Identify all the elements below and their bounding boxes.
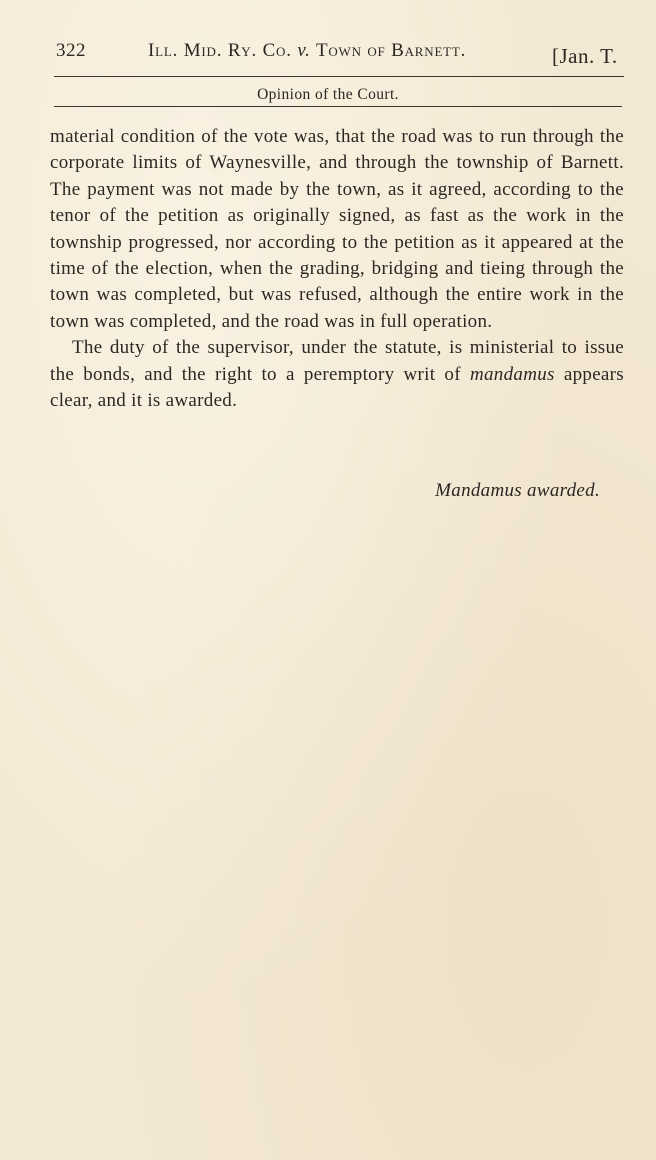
paragraph-2-italic: mandamus: [469, 363, 555, 385]
term-label: [Jan. T.: [552, 44, 618, 68]
opinion-body: [50, 124, 624, 414]
header-rule-top: [54, 76, 624, 77]
page-number: 322: [56, 40, 86, 61]
paragraph-1: material condition of the vote was, that the road was to run through the corporate limits of Waynesville, and through the township of Barnett. The payment was not made by the town, as it agreed, according to the tenor of the petition as originally signed, as fast as the work in the township progressed, nor according to the petition as it appeared at the time of the election, when the grading, bridging and tieing through the town was completed, but was refused, although the entire work in the town was completed, and the road was in full operation.: [50, 126, 624, 332]
paragraph-2-end: appears clear, and it is awarded.: [50, 363, 624, 412]
section-heading: Opinion of the Court.: [257, 86, 399, 103]
paragraph-2: [50, 335, 624, 414]
case-title-versus: v.: [297, 40, 311, 61]
case-title: [148, 40, 466, 62]
paragraph-2-text: The duty of the supervisor, under the statute, is ministerial to issue the bonds, and the right to a peremptory writ of: [50, 337, 624, 385]
case-title-party-1: Ill. Mid. Ry. Co.: [148, 40, 292, 61]
header-rule-bottom: [54, 106, 622, 107]
disposition: Mandamus awarded.: [435, 480, 600, 501]
running-head: [56, 38, 636, 72]
case-title-party-2: Town of Barnett.: [315, 40, 467, 61]
